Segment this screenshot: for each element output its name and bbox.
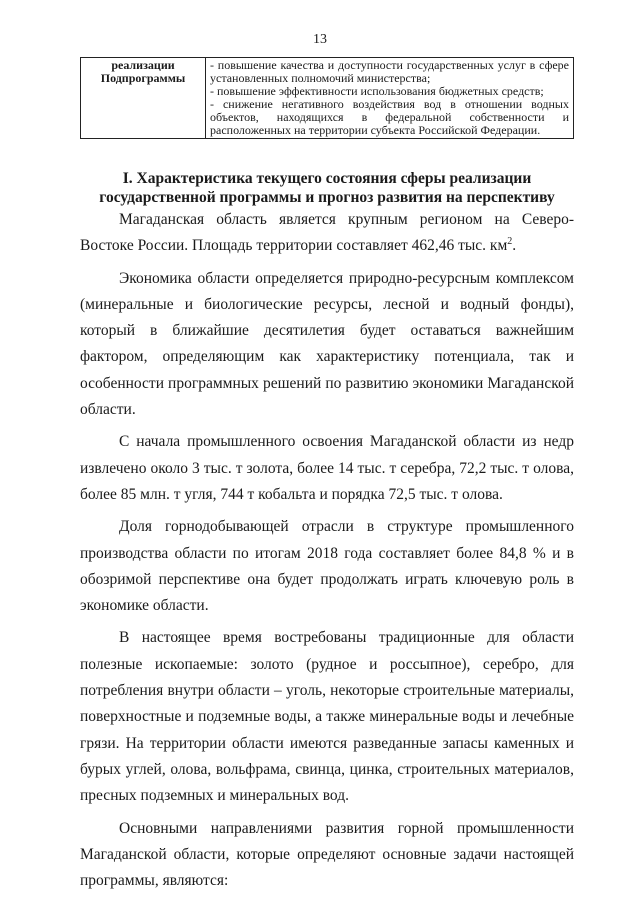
table-row: [81, 58, 574, 139]
table-left-label: реализации Подпрограммы: [81, 58, 206, 139]
table-item: - повышение качества и доступности государственных услуг в сфере установленных полномочий министерства;: [210, 58, 569, 85]
superscript: 2: [507, 236, 513, 248]
paragraph: Основными направлениями развития горной промышленности Магаданской области, которые определяют основные задачи настоящей программы, являются:: [80, 819, 574, 890]
section-heading: I. Характеристика текущего состояния сферы реализации государственной программы и прогноз развития на перспективу: [99, 170, 555, 206]
paragraph-text: Магаданская область является крупным регионом на Северо-Востоке России. Площадь территории составляет 462,46 тыс. км: [80, 211, 574, 255]
paragraph: В настоящее время востребованы традиционные для области полезные ископаемые: золото (рудное и россыпное), серебро, для потребления внутри области – уголь, некоторые строительные материалы, поверхностные и подземные воды, а также минеральные воды и лечебные грязи. На территории области имеются разведанные запасы каменных и бурых углей, олова, вольфрама, свинца, цинка, строительных материалов, пресных подземных и минеральных вод.: [80, 629, 574, 805]
paragraph: Экономика области определяется природно-ресурсным комплексом (минеральные и биологические ресурсы, лесной и водный фонды), который в ближайшие десятилетия будет оставаться важнейшим фактором, определяющим как характеристику потенциала, так и особенности программных решений по развитию экономики Магаданской области.: [80, 269, 574, 419]
section-body: [80, 207, 574, 900]
subprogram-table: [80, 57, 574, 139]
table-item: - повышение эффективности использования бюджетных средств;: [210, 84, 544, 98]
paragraph-end: .: [512, 237, 517, 255]
paragraph: Доля горнодобывающей отрасли в структуре промышленного производства области по итогам 2018 года составляет более 84,8 % и в обозримой перспективе она будет продолжать играть ключевую роль в экономике области.: [80, 518, 574, 615]
table-items-cell: [206, 58, 574, 139]
paragraph: С начала промышленного освоения Магаданской области из недр извлечено около 3 тыс. т золота, более 14 тыс. т серебра, 72,2 тыс. т олова, более 85 млн. т угля, 744 т кобальта и порядка 72,5 тыс. т олова.: [80, 433, 574, 503]
paragraph: [80, 207, 574, 260]
table-item: - снижение негативного воздействия вод в отношении водных объектов, находящихся в федеральной собственности и расположенных на территории субъекта Российской Федерации.: [210, 97, 569, 137]
page-number: 13: [313, 32, 327, 47]
